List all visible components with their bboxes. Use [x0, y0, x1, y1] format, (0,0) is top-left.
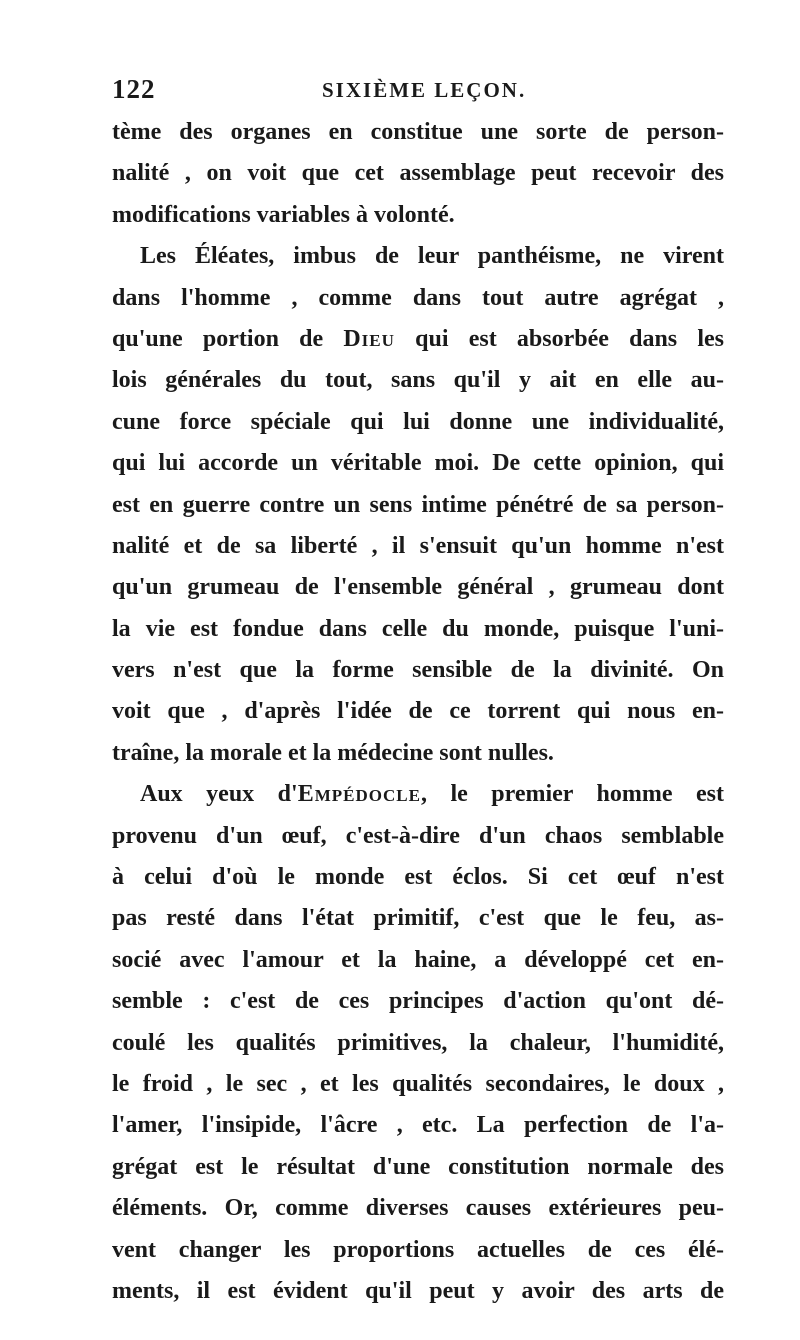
text-line: à celui d'où le monde est éclos. Si cet œuf n'est — [112, 864, 724, 891]
text-line: le froid , le sec , et les qualités secondaires, le doux , — [112, 1070, 724, 1097]
page-header — [112, 74, 712, 114]
body-text — [112, 112, 724, 1312]
text-line: est en guerre contre un sens intime pénétré de sa person- — [112, 491, 724, 518]
text-line: semble : c'est de ces principes d'action qu'ont dé- — [112, 988, 724, 1015]
text-line: dans l'homme , comme dans tout autre agrégat , — [112, 284, 724, 311]
text-line: coulé les qualités primitives, la chaleur, l'humidité, — [112, 1029, 724, 1056]
text-line: traîne, la morale et la médecine sont nulles. — [112, 739, 554, 766]
text-line: provenu d'un œuf, c'est-à-dire d'un chaos semblable — [112, 822, 724, 849]
text-line: socié avec l'amour et la haine, a développé cet en- — [112, 946, 724, 973]
text-line: Aux yeux d'Empédocle, le premier homme est — [140, 781, 724, 808]
text-line: qu'une portion de Dieu qui est absorbée dans les — [112, 325, 724, 352]
text-line: tème des organes en constitue une sorte de person- — [112, 119, 724, 145]
text-line: ments, il est évident qu'il peut y avoir des arts de — [112, 1277, 724, 1304]
text-line: grégat est le résultat d'une constitution normale des — [112, 1153, 724, 1180]
text-line: pas resté dans l'état primitif, c'est que le feu, as- — [112, 905, 724, 932]
text-line: vent changer les proportions actuelles de ces élé- — [112, 1236, 724, 1263]
text-line: cune force spéciale qui lui donne une individualité, — [112, 408, 724, 435]
text-line: éléments. Or, comme diverses causes extérieures peu- — [112, 1195, 724, 1222]
text-line: Les Éléates, imbus de leur panthéisme, ne virent — [140, 243, 724, 270]
text-line: voit que , d'après l'idée de ce torrent qui nous en- — [112, 698, 724, 725]
text-line: lois générales du tout, sans qu'il y ait en elle au- — [112, 367, 724, 394]
text-line: qui lui accorde un véritable moi. De cette opinion, qui — [112, 450, 724, 477]
text-line: l'amer, l'insipide, l'âcre , etc. La perfection de l'a- — [112, 1112, 724, 1139]
text-line: nalité , on voit que cet assemblage peut recevoir des — [112, 160, 724, 187]
text-line: vers n'est que la forme sensible de la divinité. On — [112, 657, 724, 684]
running-head: SIXIÈME LEÇON. — [322, 78, 527, 102]
text-line: nalité et de sa liberté , il s'ensuit qu'un homme n'est — [112, 532, 724, 559]
text-line: modifications variables à volonté. — [112, 201, 455, 228]
text-line: qu'un grumeau de l'ensemble général , grumeau dont — [112, 574, 724, 601]
text-line: la vie est fondue dans celle du monde, puisque l'uni- — [112, 615, 724, 642]
page-number: 122 — [112, 74, 156, 104]
